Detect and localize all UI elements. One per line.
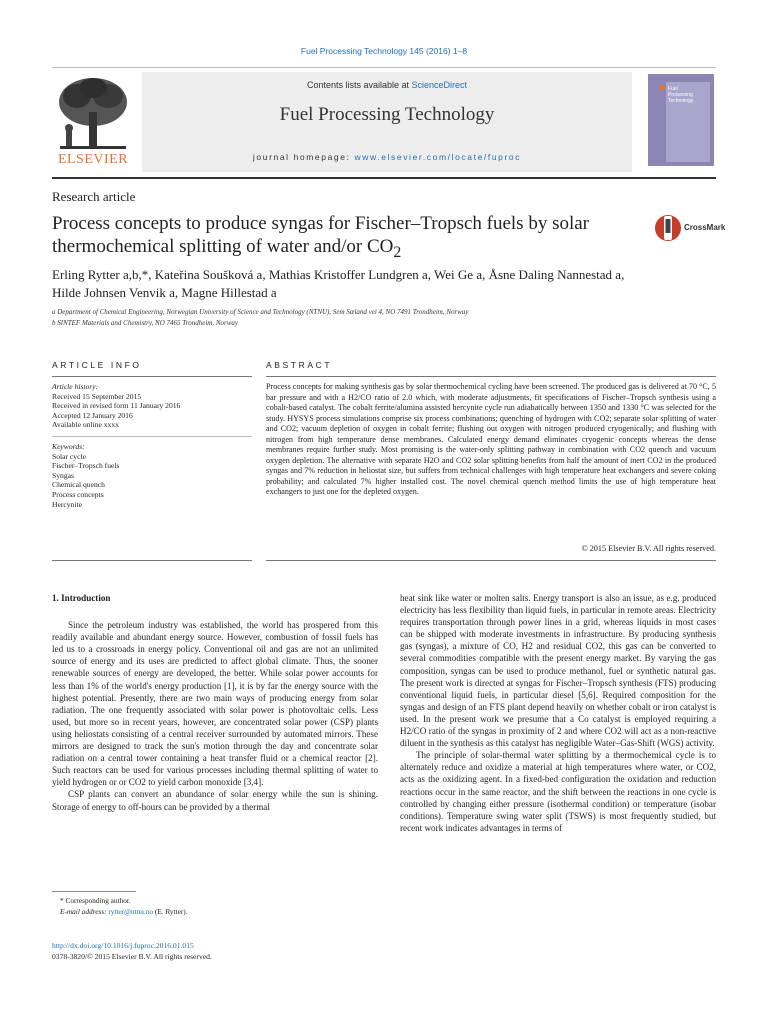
doi-block: [52, 940, 212, 962]
author-line: Hilde Johnsen Venvik a, Magne Hillestad a: [52, 285, 277, 300]
footnote-email: [60, 906, 360, 917]
paper-title-line2: [52, 235, 632, 264]
header-bottom-rule: [52, 177, 716, 179]
journal-title: Fuel Processing Technology: [279, 104, 495, 125]
abstract-bottom-rule: [266, 560, 716, 561]
article-info: [52, 382, 252, 509]
article-info-heading: ARTICLE INFO: [52, 360, 142, 370]
author-line: Erling Rytter a,b,*, Kateřina Soušková a, Mathias Kristoffer Lundgren a, Wei Ge a, Åsne Daling Nannestad a,: [52, 267, 625, 282]
crossmark-label: CrossMark: [684, 223, 726, 232]
homepage-prefix: journal homepage:: [252, 152, 355, 162]
keyword: Hercynite: [52, 499, 82, 509]
body-column-left: [52, 592, 378, 813]
paper-title: [52, 212, 632, 264]
body-paragraph: Since the petroleum industry was established, the world has prospered from this readily available and abundant energy source. However, combustion of fossil fuels has led us to a crossroads in energy policy. Conventional oil and gas are not an unlimited source of energy and its uses are predicted to affect global climate. Thus, the sooner renewable sources of energy are developed, the better. While solar power accounts for less than 1% of the world's energy production [1], it is by far the energy source with the highest potential. Presently, there are two main ways of producing energy from solar radiation. The one frequently associated with solar power is photovoltaic cells. Less used, but more so in recent years, however, are concentrated solar power (CSP) plants using heliostats consisting of a central receiver surrounded by automated mirrors. These mirrors are designed to track the sun's motion through the day and concentrate solar radiation on a central tower containing a heat transfer fluid or a chemical reactor [2]. Such reactors can be used for various processes including thermal splitting of water to yield hydrogen or or CO2 to yield carbon monoxide [3,4].: [52, 620, 378, 788]
keyword: Solar cycle: [52, 451, 86, 461]
affiliation-a: a Department of Chemical Engineering, Norwegian University of Science and Technology (NTNU), Sem Sæland vei 4, NO 7491 Trondheim, Norway: [52, 308, 469, 316]
cover-title-line: Fuel: [668, 86, 678, 92]
crossmark-icon: [654, 212, 682, 244]
history-online: Available online xxxx: [52, 420, 119, 430]
abstract-heading: ABSTRACT: [266, 360, 333, 370]
keyword: Syngas: [52, 470, 74, 480]
cover-title: [668, 86, 710, 104]
journal-citation[interactable]: Fuel Processing Technology 145 (2016) 1–8: [300, 46, 468, 56]
contents-prefix: Contents lists available at: [306, 80, 412, 90]
section-heading-introduction: 1. Introduction: [52, 593, 111, 603]
abstract-rule: [266, 376, 716, 377]
issn-line: 0378-3820/© 2015 Elsevier B.V. All rights reserved.: [52, 952, 212, 961]
contents-line: [142, 80, 632, 90]
footnote-rule: [52, 891, 136, 892]
footnote: [60, 895, 360, 917]
keyword: Chemical quench: [52, 480, 105, 490]
history-label: Article history:: [52, 382, 99, 391]
sciencedirect-link[interactable]: ScienceDirect: [411, 80, 468, 90]
info-separator: [52, 436, 252, 437]
email-link[interactable]: rytter@ntnu.no: [108, 907, 153, 916]
elsevier-wordmark[interactable]: ELSEVIER: [57, 152, 129, 167]
footnote-corresponding: [60, 895, 360, 906]
abstract-text: Process concepts for making synthesis gas by solar thermochemical cycling have been screened. The produced gas is delivered at 70 °C, 5 bar pressure and with a H2/CO ratio of 2.0 which, with moderate adjustments, fit specifications of Fischer–Tropsch synthesis using a cobalt-based catalyst. The cobalt ferrite/alumina assisted hercynite cycle run adiabatically between 1350 and 1330 °C was selected for the study. HYSYS process simulations comprise six process combinations; quenching of hydrogen with CO2; separate solar splitting of water and CO2; vacuum depletion of oxygen in cobalt ferrite; flushing out oxygen with nitrogen produced cryogenically; and flushing with nitrogen from high temperature dense membranes. Calculated energy demand eliminates cryogenic concepts whereas the dense membranes require further study. Most promising is the water-only splitting pathway in combination with CO2 quench and vacuum oxygen depletion. The alternative with separate H2O and CO2 solar splitting benefits from half the amount of inert CO2 in the produced syngas and 7% reduction in heliostat size, but suffers from technical challenges with high temperature heat exchangers and severe coking probability; and calculated 7% higher installed cost. The novel chemical quench method limits the use of high temperature heat exchangers to just one for the depleted oxygen.: [266, 382, 716, 496]
journal-cover-thumbnail[interactable]: [648, 74, 714, 166]
crossmark-badge[interactable]: [654, 212, 728, 248]
doi-link[interactable]: http://dx.doi.org/10.1016/j.fuproc.2016.01.015: [52, 941, 194, 950]
body-paragraph: heat sink like water or molten salts. Energy transport is also an issue, as e.g. produced electricity has less flexibility than liquid fuels, in particular in remote areas. Electricity requires transportation through power lines in a grid, whereas liquids in most cases can be shipped with moderate investments in infrastructure. By producing synthesis gas (syngas), a mixture of CO, H2 and residual CO2, this gas can be converted to several commodities compatible with the present energy market. By varying the gas composition, syngas can be used to produce methanol, fuel or synthetic natural gas. The present work is directed at syngas for Fischer–Tropsch synthesis (FTS) producing conventional liquid fuels, in particular diesel [5,6]. Required composition for the syngas and design of an FTS plant depend heavily on whether cobalt or iron catalyst is used. In the present work we presume that a Co catalyst is employed requiring a H2/CO ratio of the syngas in proximity of 2 and where CO2 will act as a non-reactive diluent in the synthesis as this catalyst has negligible Water–Gas-Shift (WGS) activity.: [400, 593, 716, 749]
email-suffix: (E. Rytter).: [153, 907, 188, 916]
paper-title-line1: Process concepts to produce syngas for Fischer–Tropsch fuels by solar: [52, 213, 590, 234]
email-label: E-mail address:: [60, 907, 109, 916]
journal-homepage: [142, 152, 632, 162]
affiliations: [52, 307, 712, 329]
body-paragraph: CSP plants can convert an abundance of solar energy while the sun is shining. Storage of energy to off-hours can be provided by a thermal: [52, 789, 378, 812]
cover-logo-icon: [660, 85, 665, 90]
paper-title-subscript: 2: [393, 243, 402, 261]
footnote-star: *: [60, 896, 64, 905]
header-top-rule: [52, 67, 716, 68]
body-column-right: [400, 592, 716, 834]
keyword: Fischer–Tropsch fuels: [52, 461, 120, 471]
affiliation-b: b SINTEF Materials and Chemistry, NO 7465 Trondheim, Norway: [52, 319, 239, 327]
article-info-rule: [52, 376, 252, 377]
author-list: [52, 266, 712, 302]
footnote-corresponding-text: Corresponding author.: [65, 896, 131, 905]
homepage-link[interactable]: www.elsevier.com/locate/fuproc: [354, 152, 522, 162]
history-accepted: Accepted 12 January 2016: [52, 410, 133, 420]
article-info-bottom-rule: [52, 560, 252, 561]
history-revised: Received in revised form 11 January 2016: [52, 401, 181, 411]
article-type: Research article: [52, 189, 136, 204]
cover-title-line: Technology: [668, 98, 694, 104]
keyword: Process concepts: [52, 489, 104, 499]
body-paragraph: The principle of solar-thermal water splitting by a thermochemical cycle is to alternately reduce and oxidize a material at high temperatures where water, or CO2, acts as the oxidizing agent. In a fixed-bed configuration the oxidation and reduction reactions occur in the same reactor, and the shift between the reactions in one cycle is controlled by changing either pressure (isothermal condition) or temperature (isobar conditions). Temperature swing water split (TSWS) is most frequently studied, but recent work indicates advantages in terms of: [400, 750, 716, 833]
abstract-copyright: © 2015 Elsevier B.V. All rights reserved.: [581, 544, 716, 553]
cover-title-line: Processing: [668, 92, 693, 98]
paper-title-line2-text: thermochemical splitting of water and/or CO: [52, 236, 394, 257]
history-received: Received 15 September 2015: [52, 391, 142, 401]
keywords-label: Keywords:: [52, 441, 85, 451]
